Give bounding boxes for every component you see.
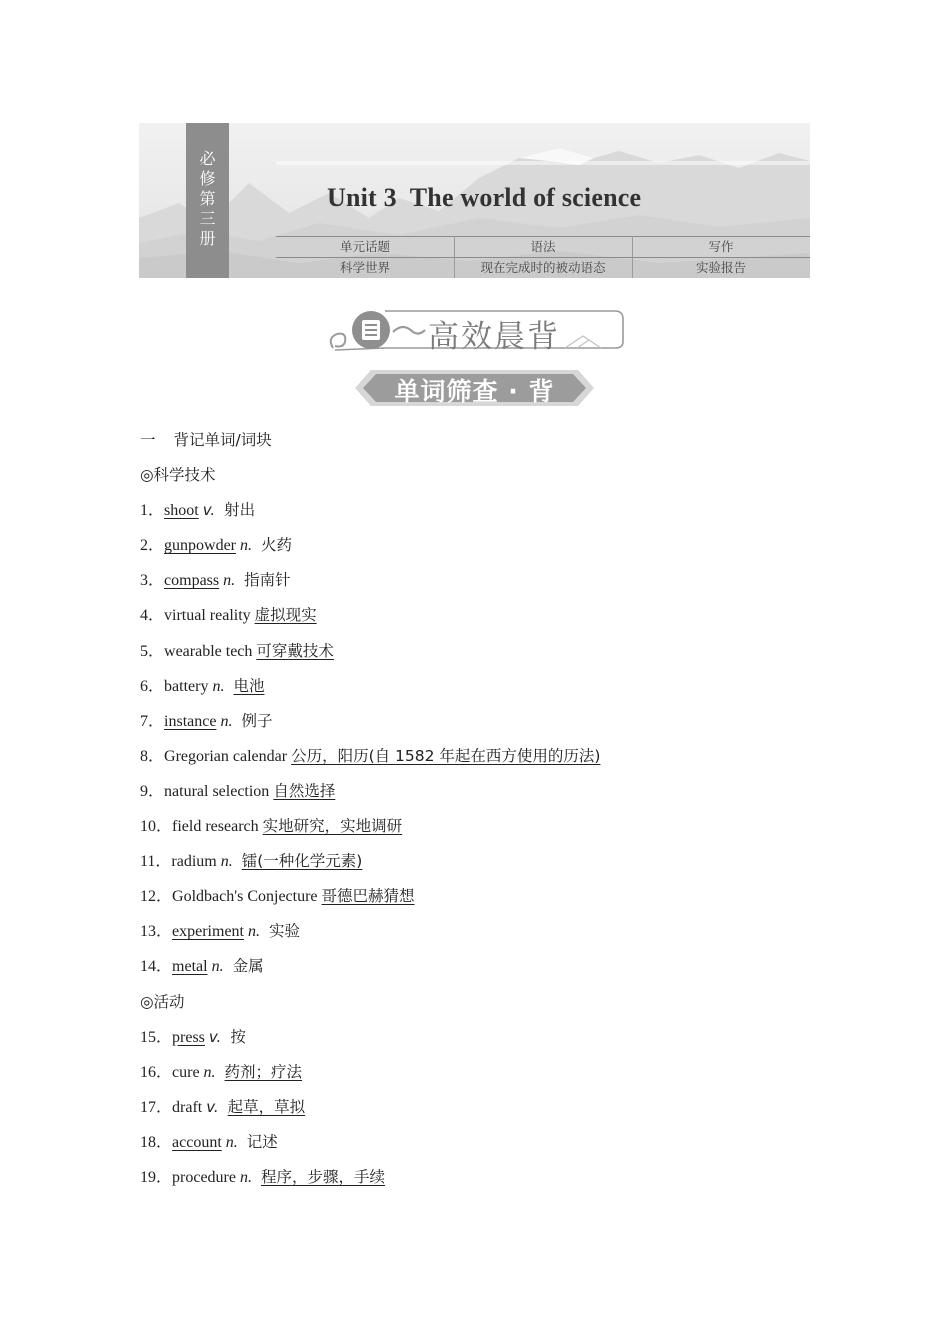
item-chinese: 自然选择 [273, 781, 336, 800]
vocab-item [140, 634, 840, 669]
item-part-of-speech: n. [225, 1133, 238, 1151]
item-number: 12． [140, 888, 173, 906]
item-number: 16． [140, 1063, 173, 1081]
item-chinese: 按 [230, 1027, 246, 1046]
group-label: ◎活动 [140, 992, 185, 1011]
item-part-of-speech: n. [223, 572, 236, 590]
item-number: 4． [140, 607, 165, 625]
item-chinese: 射出 [224, 501, 256, 520]
item-english: Goldbach's Conjecture [172, 888, 318, 906]
item-number: 18． [140, 1133, 173, 1151]
item-number: 7． [140, 712, 165, 730]
item-number: 9． [140, 782, 165, 800]
item-english: draft [172, 1098, 203, 1116]
item-chinese: 起草，草拟 [227, 1097, 306, 1116]
item-chinese: 公历，阳历(自 1582 年起在西方使用的历法) [291, 746, 601, 765]
item-english: procedure [172, 1168, 236, 1186]
word-screening-title: 单词筛查 · 背 [394, 377, 555, 406]
vocab-item [140, 528, 840, 563]
vocab-item [140, 949, 840, 984]
item-english: instance [164, 712, 217, 730]
item-number: 1． [140, 502, 165, 520]
item-number: 3． [140, 572, 165, 590]
item-number: 2． [140, 537, 165, 555]
group-science-tech [140, 493, 840, 984]
unit-banner [139, 123, 810, 278]
vocab-item [140, 493, 840, 528]
unit-title: Unit 3 The world of science [327, 183, 642, 212]
item-english: account [172, 1133, 222, 1151]
item-chinese: 可穿戴技术 [256, 641, 334, 660]
group-label: ◎科学技术 [140, 466, 216, 485]
value-grammar: 现在完成时的被动语态 [480, 260, 606, 275]
item-chinese: 记述 [246, 1132, 278, 1151]
item-number: 6． [140, 677, 165, 695]
vocab-item [140, 739, 840, 774]
item-chinese: 镭(一种化学元素) [241, 852, 363, 871]
item-number: 17． [140, 1098, 173, 1116]
volume-char: 三 [199, 209, 216, 228]
value-writing: 实验报告 [695, 260, 746, 275]
vocab-item [140, 879, 840, 914]
item-english: compass [164, 572, 220, 590]
item-part-of-speech: v. [202, 501, 216, 520]
word-screening-badge [353, 366, 596, 410]
table-rule [276, 257, 810, 258]
item-chinese: 药剂；疗法 [224, 1062, 303, 1081]
volume-char: 册 [199, 229, 216, 248]
value-topic: 科学世界 [339, 260, 390, 275]
item-part-of-speech: n. [220, 712, 233, 730]
vocab-item [140, 598, 840, 633]
item-number: 19． [140, 1168, 173, 1186]
item-english: radium [171, 853, 217, 871]
item-number: 10． [140, 818, 173, 836]
vocab-item [140, 809, 840, 844]
item-part-of-speech: v. [206, 1097, 219, 1116]
section-heading [140, 423, 840, 458]
item-number: 13． [140, 923, 173, 941]
item-chinese: 火药 [261, 536, 293, 555]
section-number: 一 [140, 431, 156, 449]
morning-review-badge [325, 308, 625, 354]
group-activities [140, 1020, 840, 1195]
item-english: press [172, 1028, 205, 1046]
item-number: 11． [140, 853, 172, 871]
header-writing: 写作 [708, 239, 734, 254]
vocab-item [140, 774, 840, 809]
item-part-of-speech: n. [247, 923, 260, 941]
item-english: virtual reality [164, 607, 251, 625]
vocab-item [140, 704, 840, 739]
item-english: cure [172, 1063, 200, 1081]
vocab-item [140, 1090, 840, 1125]
item-number: 15． [140, 1028, 173, 1046]
item-chinese: 实地研究，实地调研 [262, 817, 403, 836]
vocab-item [140, 1020, 840, 1055]
header-grammar: 语法 [530, 239, 556, 254]
volume-char: 必 [199, 149, 216, 168]
item-english: Gregorian calendar [164, 747, 288, 765]
item-part-of-speech: n. [212, 677, 225, 695]
item-english: metal [172, 958, 208, 976]
header-topic: 单元话题 [339, 239, 390, 254]
item-part-of-speech: n. [220, 853, 233, 871]
vocab-item [140, 1125, 840, 1160]
item-chinese: 金属 [232, 957, 264, 976]
unit-overview-table [276, 236, 810, 278]
item-part-of-speech: n. [239, 1168, 252, 1186]
item-part-of-speech: n. [211, 958, 224, 976]
item-chinese: 例子 [241, 711, 273, 730]
morning-review-title: 高效晨背 [428, 319, 560, 355]
item-english: experiment [172, 923, 244, 941]
item-chinese: 程序，步骤，手续 [260, 1167, 385, 1186]
volume-char: 第 [199, 189, 216, 208]
vocab-item [140, 669, 840, 704]
vocab-item [140, 844, 840, 879]
item-english: battery [164, 677, 209, 695]
vocabulary-list [140, 423, 840, 1195]
item-english: wearable tech [164, 642, 253, 660]
volume-char: 修 [199, 169, 216, 188]
item-english: gunpowder [164, 537, 236, 555]
item-english: shoot [164, 502, 199, 520]
item-number: 8． [140, 747, 165, 765]
item-chinese: 实验 [268, 922, 300, 941]
item-number: 5． [140, 642, 165, 660]
item-part-of-speech: n. [203, 1063, 216, 1081]
item-part-of-speech: v. [208, 1027, 222, 1046]
item-chinese: 哥德巴赫猜想 [321, 887, 415, 906]
item-chinese: 电池 [233, 676, 265, 695]
volume-vertical-label [186, 123, 229, 278]
item-number: 14． [140, 958, 173, 976]
vocab-item [140, 1055, 840, 1090]
item-chinese: 指南针 [244, 571, 291, 590]
item-part-of-speech: n. [240, 537, 252, 555]
vocab-item [140, 1160, 840, 1195]
table-rule [276, 236, 810, 237]
item-english: field research [172, 818, 259, 836]
item-english: natural selection [164, 782, 270, 800]
section-title: 背记单词/词块 [173, 431, 272, 449]
item-chinese: 虚拟现实 [254, 606, 317, 625]
vocab-item [140, 563, 840, 598]
vocab-item [140, 914, 840, 949]
